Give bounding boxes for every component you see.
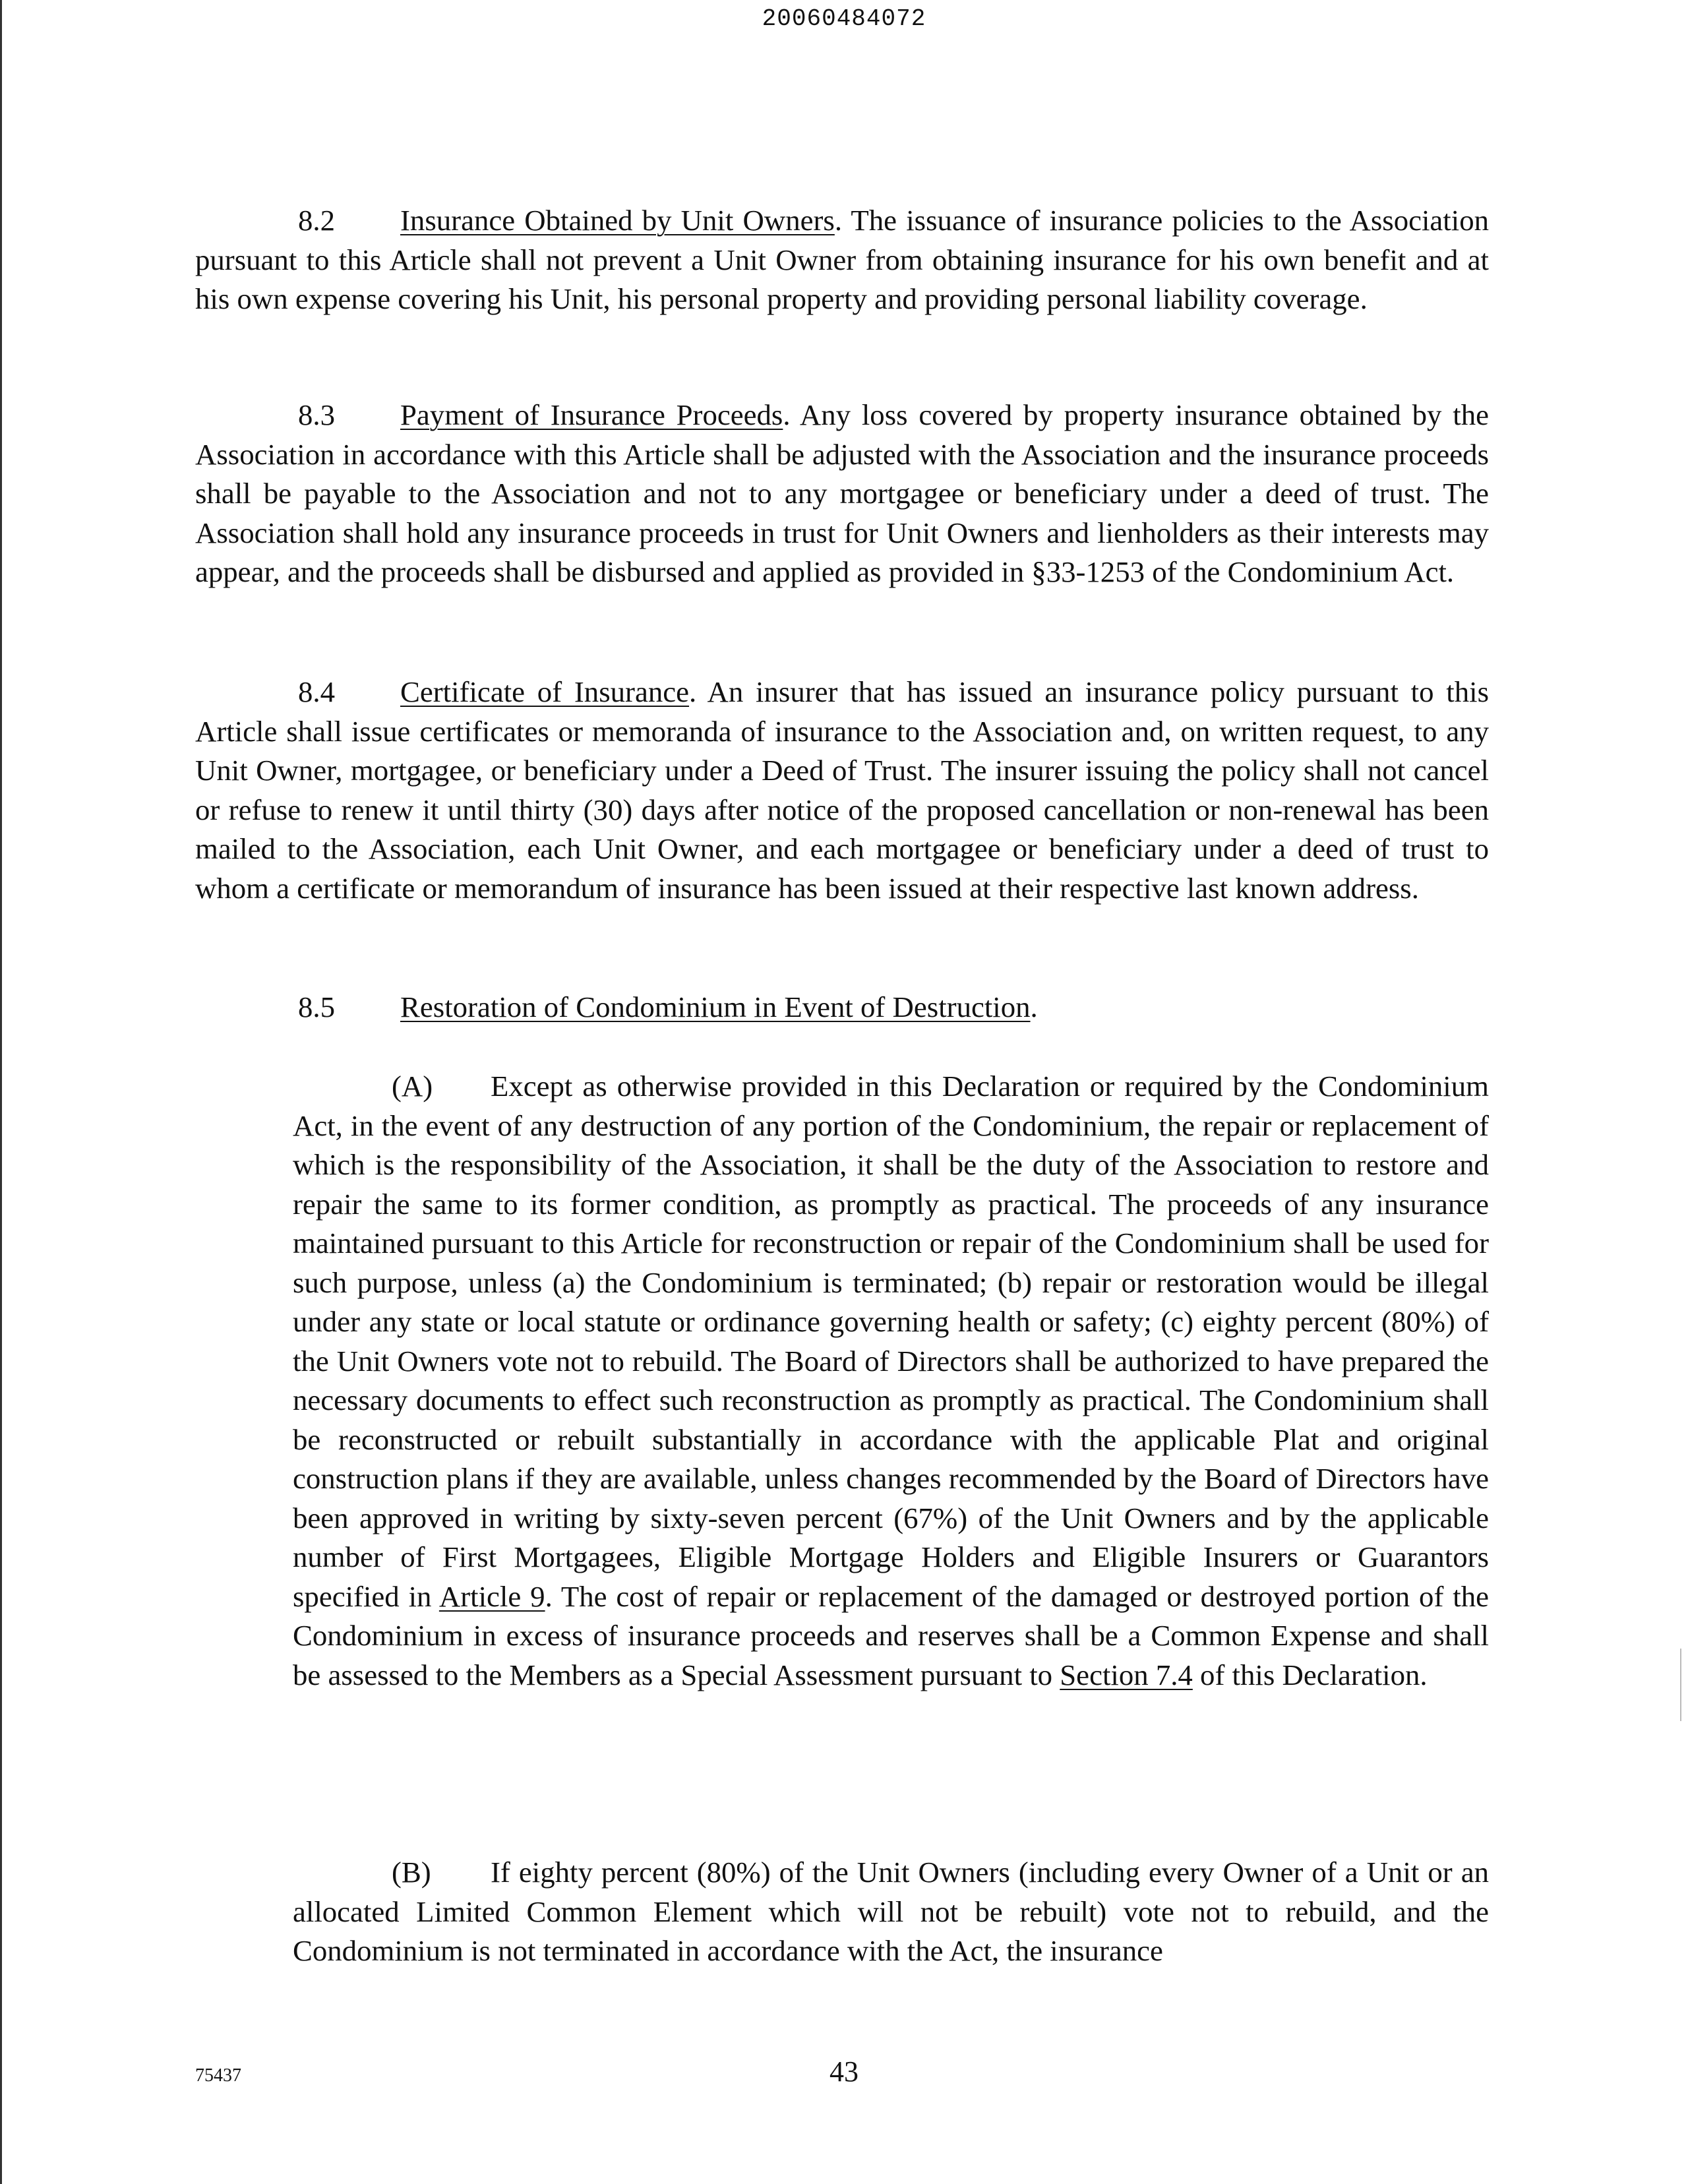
- page-number: 43: [829, 2055, 859, 2088]
- subsection-letter: (A): [392, 1070, 433, 1103]
- section-number: 8.4: [298, 675, 335, 708]
- section-8-3: [195, 396, 1489, 592]
- section-body: . An insurer that has issued an insurance policy pursuant to this Article shall issue certificates or memoranda of insurance to the Association and, on written request, to any Unit Owner, mortgagee, or beneficiary under a Deed of Trust. The insurer issuing the policy shall not cancel or refuse to renew it until thirty (30) days after notice of the proposed cancellation or non-renewal has been mailed to the Association, each Unit Owner, and each mortgagee or beneficiary under a deed of trust to whom a certificate or memorandum of insurance has been issued at their respective last known address.: [195, 675, 1489, 905]
- document-number: 20060484072: [762, 5, 926, 32]
- section-title-end: .: [1030, 990, 1038, 1023]
- section-title: Payment of Insurance Proceeds: [400, 398, 783, 431]
- section-7-4-reference: Section 7.4: [1060, 1658, 1193, 1691]
- section-number: 8.2: [298, 204, 335, 237]
- section-8-5-heading: [195, 988, 1489, 1027]
- section-number: 8.5: [298, 990, 335, 1023]
- section-8-4: [195, 673, 1489, 908]
- section-body: . The issuance of insurance policies to the Association pursuant to this Article shall not prevent a Unit Owner from obtaining insurance for his own benefit and at his own expense covering his Unit, his personal property and providing personal liability coverage.: [195, 204, 1489, 315]
- subsection-body-cont: . The cost of repair or replacement of the damaged or destroyed portion of the Condominium in excess of insurance proceeds and reserves shall be a Common Expense and shall be assessed to the Members as a Special Assessment pursuant to: [293, 1579, 1489, 1691]
- section-number: 8.3: [298, 398, 335, 431]
- subsection-body-end: of this Declaration.: [1192, 1658, 1428, 1691]
- page-left-border: [0, 0, 2, 2184]
- footer-document-code: 75437: [195, 2065, 241, 2086]
- subsection-letter: (B): [392, 1856, 431, 1889]
- article-9-reference: Article 9: [438, 1579, 545, 1613]
- subsection-8-5-b: [293, 1853, 1489, 1971]
- subsection-body: If eighty percent (80%) of the Unit Owners (including every Owner of a Unit or an allocated Limited Common Element which will not be rebuilt) vote not to rebuild, and the Condominium is not terminated in accordance with the Act, the insurance: [293, 1856, 1489, 1967]
- section-title: Insurance Obtained by Unit Owners: [400, 204, 835, 237]
- subsection-body: Except as otherwise provided in this Declaration or required by the Condominium Act, in the event of any destruction of any portion of the Condominium, the repair or replacement of which is the responsibility of the Association, it shall be the duty of the Association to restore and repair the same to its former condition, as promptly as practical. The proceeds of any insurance maintained pursuant to this Article for reconstruction or repair of the Condominium shall be used for such purpose, unless (a) the Condominium is terminated; (b) repair or restoration would be illegal under any state or local statute or ordinance governing health or safety; (c) eighty percent (80%) of the Unit Owners vote not to rebuild. The Board of Directors shall be authorized to have prepared the necessary documents to effect such reconstruction as promptly as practical. The Condominium shall be reconstructed or rebuilt substantially in accordance with the applicable Plat and original construction plans if they are available, unless changes recommended by the Board of Directors have been approved in writing by sixty-seven percent (67%) of the Unit Owners and by the applicable number of First Mortgagees, Eligible Mortgage Holders and Eligible Insurers or Guarantors specified in: [293, 1070, 1489, 1613]
- section-8-2: [195, 201, 1489, 319]
- section-title: Restoration of Condominium in Event of Destruction: [400, 990, 1031, 1023]
- section-body: . Any loss covered by property insurance obtained by the Association in accordance with this Article shall be adjusted with the Association and the insurance proceeds shall be payable to the Association and not to any mortgagee or beneficiary under a deed of trust. The Association shall hold any insurance proceeds in trust for Unit Owners and lienholders as their interests may appear, and the proceeds shall be disbursed and applied as provided in §33-1253 of the Condominium Act.: [195, 398, 1489, 588]
- subsection-8-5-a: [293, 1067, 1489, 1695]
- section-title: Certificate of Insurance: [400, 675, 690, 708]
- scan-margin-mark: [1680, 1649, 1681, 1721]
